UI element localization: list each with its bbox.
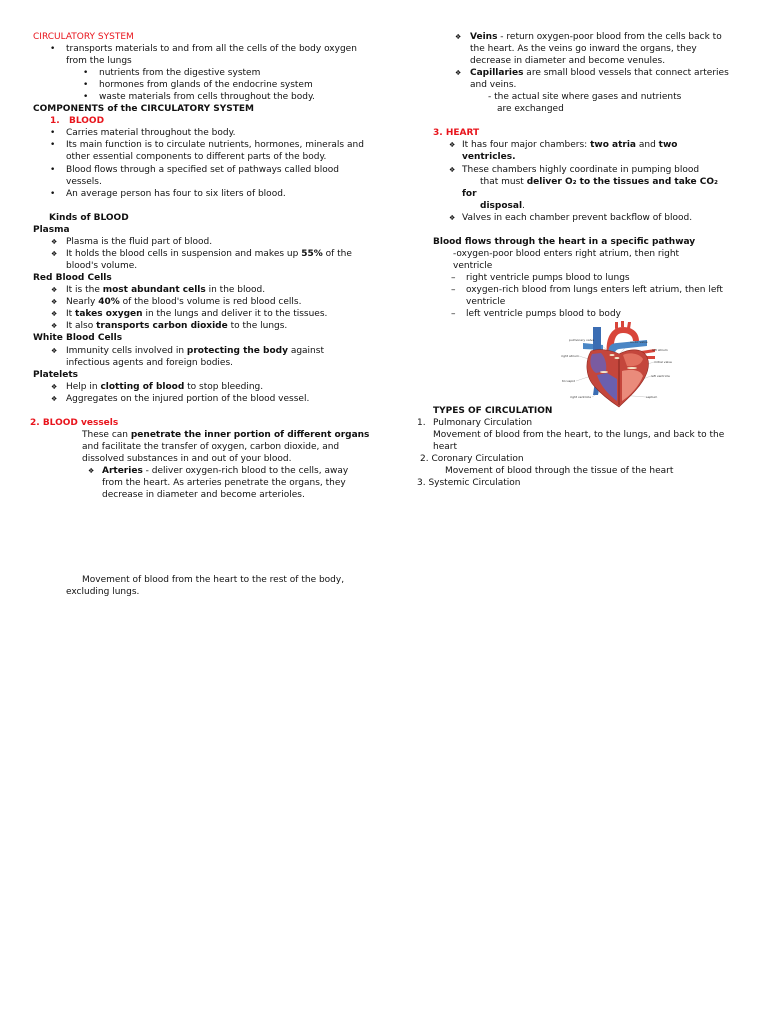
red-cells-point — [51, 296, 366, 308]
platelets-point — [51, 381, 366, 393]
red-cells-point-text: It also — [66, 321, 97, 331]
diamond-bullet-icon: ❖ — [455, 69, 462, 77]
red-cells-point — [51, 308, 366, 320]
red-cells-point-emphasis: transports carbon dioxide — [96, 321, 228, 331]
heart-chambers-text: It has four major chambers: — [462, 140, 591, 150]
pulmonary-circulation-item — [417, 417, 532, 429]
red-cells-point-emphasis: takes oxygen — [75, 309, 143, 319]
bullet-icon: • — [83, 92, 89, 102]
blood-section-title: BLOOD — [69, 116, 105, 126]
diamond-bullet-icon: ❖ — [51, 250, 58, 258]
red-cells-point-text: It is the — [66, 285, 103, 295]
coronary-circulation-item: 2. Coronary Circulation — [420, 454, 524, 464]
heart-diagram — [557, 321, 677, 409]
diagram-label: right atrium — [561, 354, 579, 358]
aortic-valve-shape — [615, 357, 620, 359]
plasma-point-text: of the blood's volume. — [66, 249, 352, 272]
diamond-bullet-icon: ❖ — [51, 383, 58, 391]
blood-point-text: Blood flows through a specified set of pathways called blood vessels. — [66, 165, 339, 188]
plasma-point — [51, 248, 366, 272]
bullet-icon: • — [50, 140, 56, 150]
blood-section-number: 1. — [50, 116, 60, 126]
diamond-bullet-icon: ❖ — [51, 298, 58, 306]
heart-coordination-point — [449, 164, 700, 176]
blood-section-heading — [50, 115, 104, 127]
pulmonary-circulation-title: Pulmonary Circulation — [433, 418, 533, 428]
blood-point-text: Carries material throughout the body. — [66, 128, 236, 138]
plasma-point-text: It holds the blood cells in suspension and makes up — [66, 249, 302, 259]
diamond-bullet-icon: ❖ — [88, 467, 95, 475]
heart-chambers-emphasis: two atria — [590, 140, 636, 150]
diamond-bullet-icon: ❖ — [51, 310, 58, 318]
plasma-heading: Plasma — [33, 225, 70, 235]
diagram-label: aortic valve — [630, 340, 648, 344]
pathway-heading: Blood flows through the heart in a specific pathway — [433, 237, 696, 247]
pathway-step — [451, 308, 728, 320]
diamond-bullet-icon: ❖ — [51, 286, 58, 294]
blood-point — [50, 139, 366, 163]
diamond-bullet-icon: ❖ — [51, 395, 58, 403]
capillaries-note-line: are exchanged — [497, 104, 564, 114]
vessels-intro-emphasis: penetrate the inner portion of different organs — [130, 430, 370, 440]
intro-sub-text: waste materials from cells throughout the body. — [99, 92, 315, 102]
intro-sub-text: nutrients from the digestive system — [99, 68, 261, 78]
heart-coordination-line: These chambers highly coordinate in pumping blood — [462, 165, 700, 175]
pathway-step — [451, 284, 728, 308]
pathway-step-text: right ventricle pumps blood to lungs — [466, 273, 630, 283]
arteries-term: Arteries — [102, 466, 143, 476]
capillaries-text: are small blood vessels that connect arteries and veins. — [470, 68, 729, 91]
bullet-icon: • — [50, 189, 56, 199]
red-cells-point-emphasis: most abundant cells — [102, 285, 206, 295]
heart-valves-text: Valves in each chamber prevent backflow of blood. — [462, 213, 693, 223]
systemic-circulation-item: 3. Systemic Circulation — [417, 478, 521, 488]
diagram-label: mitral valve — [654, 360, 672, 364]
pathway-step-text: oxygen-rich blood from lungs enters left atrium, then left ventricle — [466, 285, 723, 308]
intro-sub-text: hormones from glands of the endocrine system — [99, 80, 313, 90]
components-heading: COMPONENTS of the CIRCULATORY SYSTEM — [33, 104, 255, 114]
blood-point — [50, 188, 366, 200]
heart-coordination-line: for — [462, 189, 477, 199]
platelets-point-text: Help in — [66, 382, 101, 392]
vessels-intro-text: These can — [82, 430, 131, 440]
heart-coordination-emphasis: disposal — [480, 201, 523, 211]
circulation-heading: TYPES OF CIRCULATION — [433, 406, 553, 416]
kinds-of-blood-heading: Kinds of BLOOD — [49, 213, 129, 223]
blood-point — [50, 127, 366, 139]
red-cells-point — [51, 320, 366, 332]
red-cells-point-emphasis: 40% — [98, 297, 120, 307]
plasma-point-text: Plasma is the fluid part of blood. — [66, 237, 213, 247]
heart-coordination-line — [480, 176, 718, 188]
intro-text: transports materials to and from all the cells of the body oxygen from the lungs — [66, 44, 357, 67]
heart-coordination-line — [480, 200, 525, 212]
heart-valves-point — [449, 212, 724, 224]
pulmonary-circulation-number: 1. — [417, 418, 426, 428]
diagram-label: left ventricle — [651, 374, 670, 378]
diagram-label: right ventricle — [570, 395, 592, 399]
plasma-point-emphasis: 55% — [301, 249, 323, 259]
red-cells-point-text: in the blood. — [205, 285, 266, 295]
intro-sub-point — [83, 79, 369, 91]
blood-point — [50, 164, 366, 188]
pathway-step — [451, 272, 728, 284]
coronary-circulation-desc: Movement of blood through the tissue of the heart — [445, 466, 674, 476]
heart-coordination-text: that must — [480, 177, 527, 187]
veins-point — [455, 31, 732, 67]
superior-vena-cava — [593, 327, 601, 353]
heart-chambers-point — [449, 139, 724, 163]
bullet-icon: • — [83, 68, 89, 78]
pathway-step-text: left ventricle pumps blood to body — [466, 309, 621, 319]
veins-text: - return oxygen-poor blood from the cells back to the heart. As the veins go inward the organs, they decrease in diameter and become venules. — [470, 32, 722, 67]
bullet-icon: • — [50, 128, 56, 138]
vessels-intro-paragraph — [82, 429, 372, 465]
diagram-label: septum — [646, 395, 658, 399]
capillaries-note-line: - the actual site where gases and nutrients — [488, 92, 682, 102]
bullet-icon: • — [50, 165, 56, 175]
diamond-bullet-icon: ❖ — [449, 166, 456, 174]
white-cells-point-text: against infectious agents and foreign bodies. — [66, 346, 324, 369]
page-title: CIRCULATORY SYSTEM — [33, 32, 134, 42]
bullet-icon: • — [50, 44, 56, 54]
plasma-point — [51, 236, 366, 248]
red-cells-point-text: to the lungs. — [227, 321, 288, 331]
red-cells-point-text: It — [66, 309, 76, 319]
white-cells-point — [51, 345, 366, 369]
systemic-note: Movement of blood from the heart to the rest of the body, excluding lungs. — [66, 575, 345, 598]
red-cells-point-text: Nearly — [66, 297, 99, 307]
red-cells-point — [51, 284, 366, 296]
red-cells-heading: Red Blood Cells — [33, 273, 112, 283]
pulmonary-valve-shape — [610, 354, 615, 356]
mitral-valve-shape — [627, 367, 637, 369]
diamond-bullet-icon: ❖ — [51, 322, 58, 330]
pulmonary-circulation-desc: Movement of blood from the heart, to the lungs, and back to the heart — [433, 430, 725, 453]
pathway-intro: -oxygen-poor blood enters right atrium, then right ventricle — [453, 249, 680, 272]
diagram-label: left atrium — [652, 348, 668, 352]
white-cells-heading: White Blood Cells — [33, 333, 123, 343]
dash-bullet-icon: – — [451, 309, 456, 319]
heart-coordination-emphasis: deliver O₂ to the tissues and take CO₂ — [526, 177, 718, 187]
platelets-point-text: Aggregates on the injured portion of the blood vessel. — [66, 394, 310, 404]
capillaries-term: Capillaries — [470, 68, 524, 78]
platelets-heading: Platelets — [33, 370, 79, 380]
blood-point-text: An average person has four to six liters of blood. — [66, 189, 286, 199]
platelets-point-text: to stop bleeding. — [184, 382, 264, 392]
capillaries-point — [455, 67, 732, 91]
red-cells-point-text: in the lungs and deliver it to the tissues. — [142, 309, 328, 319]
intro-sub-point — [83, 67, 369, 79]
dash-bullet-icon: – — [451, 285, 456, 295]
diagram-label: tricuspid — [562, 379, 575, 383]
heart-section-heading: 3. HEART — [433, 128, 480, 138]
tricuspid-valve-shape — [600, 371, 608, 373]
veins-term: Veins — [470, 32, 498, 42]
vessels-intro-text: and facilitate the transfer of oxygen, carbon dioxide, and dissolved substances in and out of your blood. — [82, 442, 340, 465]
dash-bullet-icon: – — [451, 273, 456, 283]
white-cells-point-emphasis: protecting the body — [186, 346, 288, 356]
platelets-point-emphasis: clotting of blood — [100, 382, 185, 392]
intro-point — [50, 43, 366, 67]
heart-chambers-text: and — [635, 140, 659, 150]
arteries-point — [88, 465, 370, 501]
intro-sub-point — [83, 91, 369, 103]
diagram-label: pulmonary valve — [569, 338, 595, 342]
diamond-bullet-icon: ❖ — [449, 214, 456, 222]
diamond-bullet-icon: ❖ — [51, 238, 58, 246]
heart-chambers-emphasis: two ventricles. — [462, 140, 678, 163]
white-cells-point-text: Immunity cells involved in — [66, 346, 187, 356]
arteries-text: - deliver oxygen-rich blood to the cells, away from the heart. As arteries penetrate the organs, they decrease in diameter and become arterioles. — [102, 466, 349, 501]
vessels-section-heading: 2. BLOOD vessels — [30, 418, 119, 428]
bullet-icon: • — [83, 80, 89, 90]
platelets-point — [51, 393, 366, 405]
aortic-branch — [621, 321, 624, 327]
diamond-bullet-icon: ❖ — [455, 33, 462, 41]
diamond-bullet-icon: ❖ — [51, 347, 58, 355]
red-cells-point-text: of the blood's volume is red blood cells. — [119, 297, 302, 307]
blood-point-text: Its main function is to circulate nutrients, hormones, minerals and other essential components to different parts of the body. — [66, 140, 364, 163]
heart-coordination-text: . — [522, 201, 525, 211]
diamond-bullet-icon: ❖ — [449, 141, 456, 149]
